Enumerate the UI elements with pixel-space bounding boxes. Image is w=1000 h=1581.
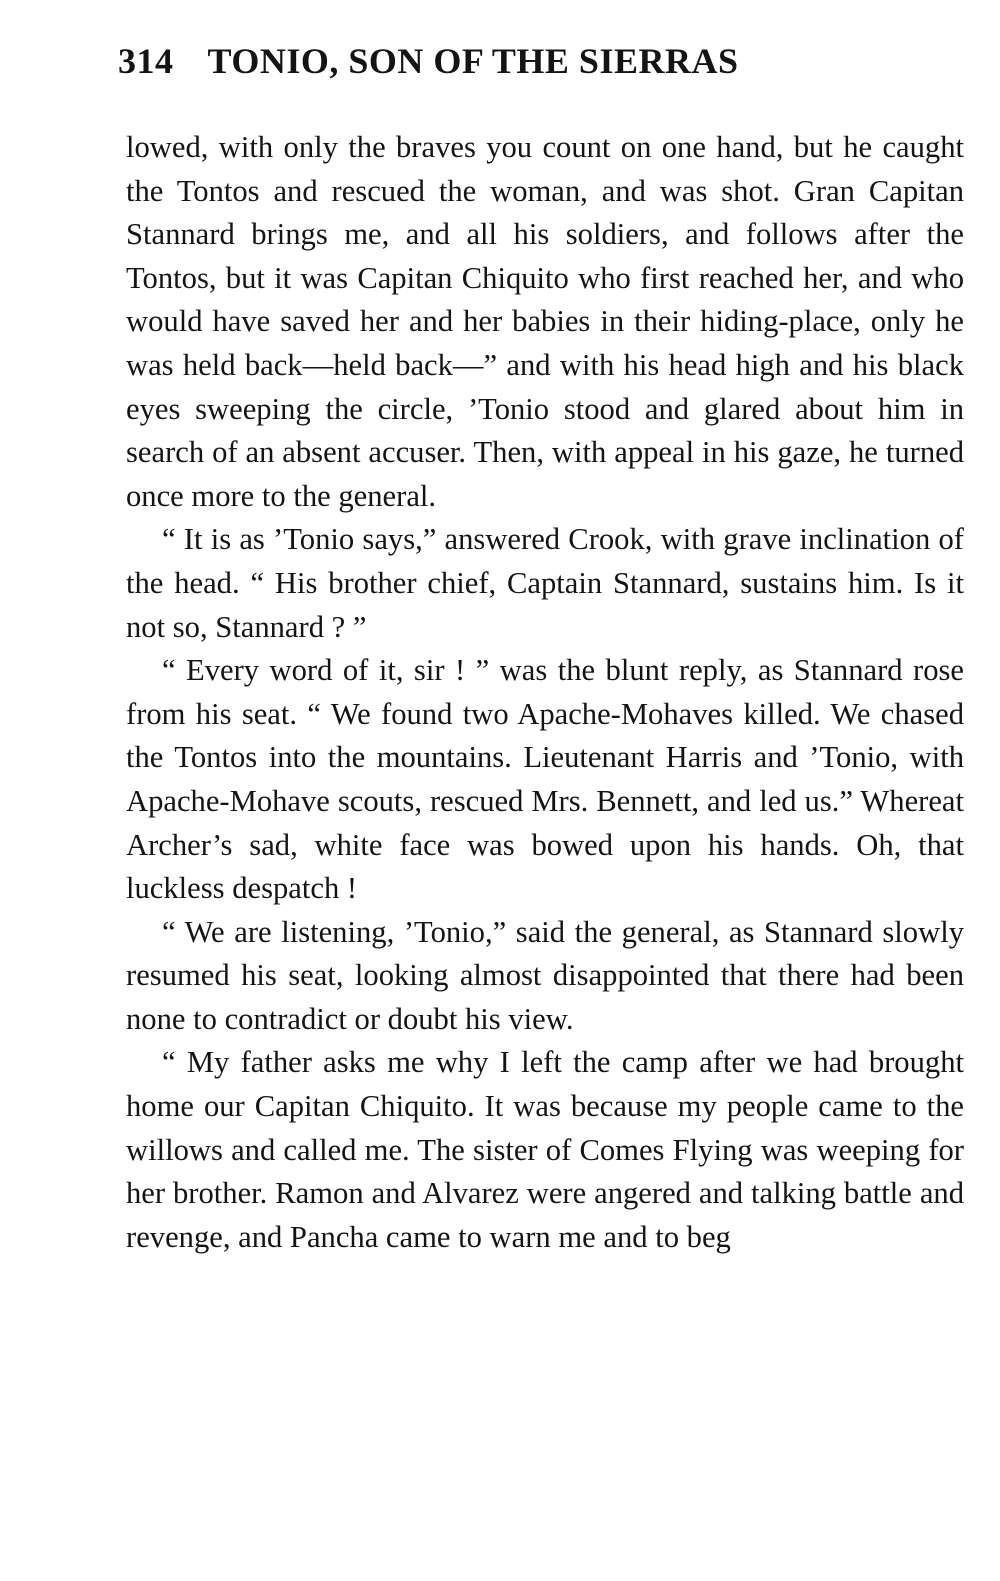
page-number: 314 bbox=[118, 41, 174, 81]
paragraph-crook-reply: “ It is as ’Tonio says,” answered Crook, with grave inclination of the head. “ His brother chief, Captain Stannard, sustains him. Is it not so, Stannard ? ” bbox=[126, 522, 964, 644]
paragraph-stannard-reply: “ Every word of it, sir ! ” was the blunt reply, as Stannard rose from his seat. “ We found two Apache-Mohaves killed. We chased the Tontos into the mountains. Lieutenant Harris and ’Tonio, with Apache-Mohave scouts, rescued Mrs. Bennett, and led us.” Whereat Archer’s sad, white face was bowed upon his hands. Oh, that luckless despatch ! bbox=[126, 653, 964, 906]
running-title: TONIO, SON OF THE SIERRAS bbox=[207, 41, 739, 81]
paragraph-tonio-speech: “ My father asks me why I left the camp after we had brought home our Capitan Chiquito. It was because my people came to the willows and called me. The sister of Comes Flying was weeping for her brother. Ramon and Alvarez were angered and talking battle and revenge, and Pancha came to warn me and to beg bbox=[126, 1045, 964, 1254]
body-text bbox=[126, 126, 964, 1259]
paragraph-continued: lowed, with only the braves you count on one hand, but he caught the Tontos and rescued the woman, and was shot. Gran Capitan Stannard brings me, and all his soldiers, and follows after the Tontos, but it was Capitan Chiquito who first reached her, and who would have saved her and her babies in their hiding-place, only he was held back—held back—” and with his head high and his black eyes sweeping the circle, ’Tonio stood and glared about him in search of an absent accuser. Then, with appeal in his gaze, he turned once more to the general. bbox=[126, 130, 964, 513]
running-header bbox=[118, 40, 964, 104]
book-page bbox=[118, 40, 964, 1259]
paragraph-general-listening: “ We are listening, ’Tonio,” said the general, as Stannard slowly resumed his seat, looking almost disappointed that there had been none to contradict or doubt his view. bbox=[126, 914, 964, 1036]
